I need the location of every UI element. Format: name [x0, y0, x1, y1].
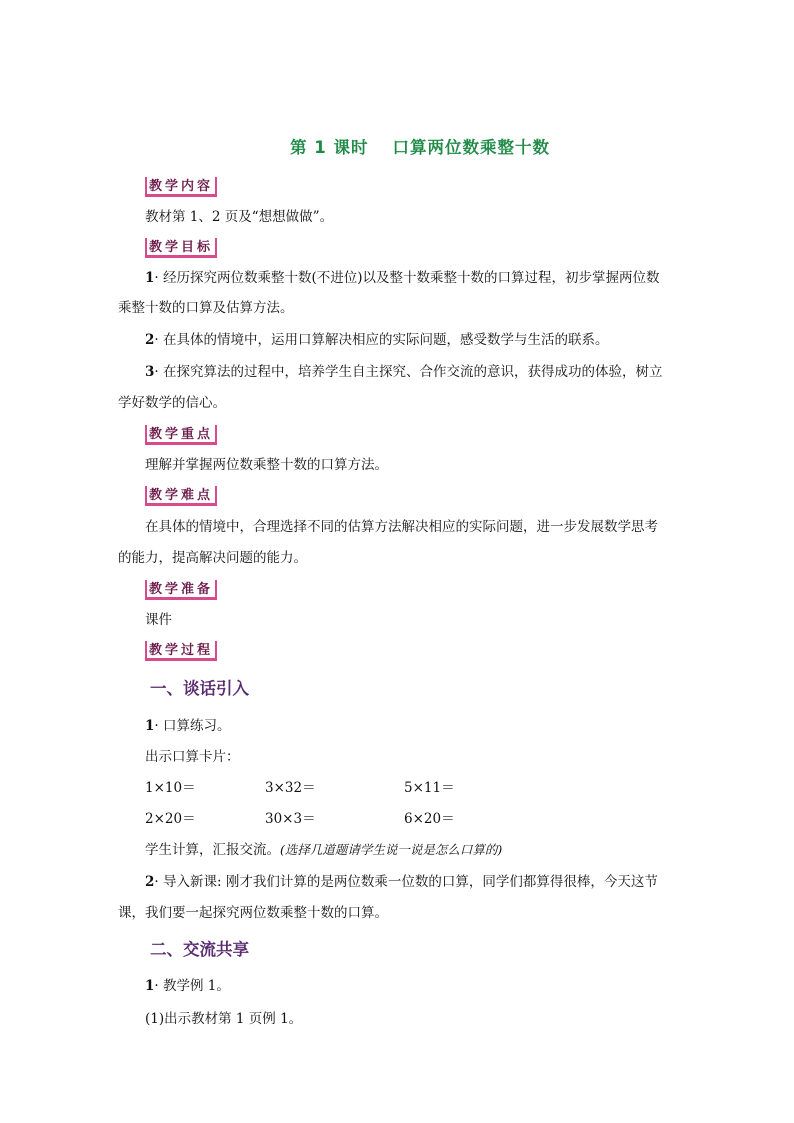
page-title	[0, 134, 794, 158]
goal-3-line-2: 学好数学的信心。	[118, 395, 226, 411]
lesson-topic: 口算两位数乘整十数	[392, 138, 550, 157]
calc-text: 学生计算，汇报交流。(选择几道题请学生说一说是怎么口算的)	[145, 842, 503, 858]
goal-1-line-1: 1· 经历探究两位数乘整十数(不进位)以及整十数乘整十数的口算过程，初步掌握两位数	[145, 270, 660, 286]
section-share-heading: 二、交流共享	[150, 940, 249, 959]
lesson-number: 第 1 课时	[290, 138, 369, 157]
share-item-1: 1· 教学例 1。	[145, 978, 230, 994]
intro-item-2-line-1: 2· 导入新课: 刚才我们计算的是两位数乘一位数的口算，同学们都算得很棒，今天这节	[145, 874, 658, 890]
card-expression: 3×32＝	[265, 780, 316, 796]
goal-2-line-1: 2· 在具体的情境中，运用口算解决相应的实际问题，感受数学与生活的联系。	[145, 332, 609, 348]
key-text: 理解并掌握两位数乘整十数的口算方法。	[145, 457, 388, 473]
content-text: 教材第 1、2 页及“想想做做”。	[145, 209, 334, 225]
difficulty-line-2: 的能力，提高解决问题的能力。	[118, 550, 307, 566]
card-expression: 6×20＝	[404, 811, 455, 827]
badge-teaching-process: 教学过程	[145, 641, 217, 661]
card-expression: 30×3＝	[265, 811, 316, 827]
badge-teaching-key: 教学重点	[145, 425, 217, 445]
goal-3-line-1: 3· 在探究算法的过程中，培养学生自主探究、合作交流的意识，获得成功的体验，树立	[145, 364, 663, 380]
cards-label: 出示口算卡片：	[145, 749, 240, 765]
badge-teaching-goals: 教学目标	[145, 238, 217, 258]
goal-1-line-2: 乘整十数的口算及估算方法。	[118, 300, 294, 316]
prep-text: 课件	[145, 612, 172, 628]
section-intro-heading: 一、谈话引入	[150, 679, 249, 698]
badge-teaching-prep: 教学准备	[145, 580, 217, 600]
card-expression: 1×10＝	[145, 780, 196, 796]
card-expression: 2×20＝	[145, 811, 196, 827]
intro-item-1: 1· 口算练习。	[145, 718, 231, 734]
difficulty-line-1: 在具体的情境中，合理选择不同的估算方法解决相应的实际问题，进一步发展数学思考	[145, 519, 658, 535]
share-sub-1: (1)出示教材第 1 页例 1。	[145, 1011, 303, 1027]
card-expression: 5×11＝	[404, 780, 455, 796]
intro-item-2-line-2: 课，我们要一起探究两位数乘整十数的口算。	[118, 905, 388, 921]
badge-teaching-difficulty: 教学难点	[145, 486, 217, 506]
badge-teaching-content: 教学内容	[145, 177, 217, 197]
